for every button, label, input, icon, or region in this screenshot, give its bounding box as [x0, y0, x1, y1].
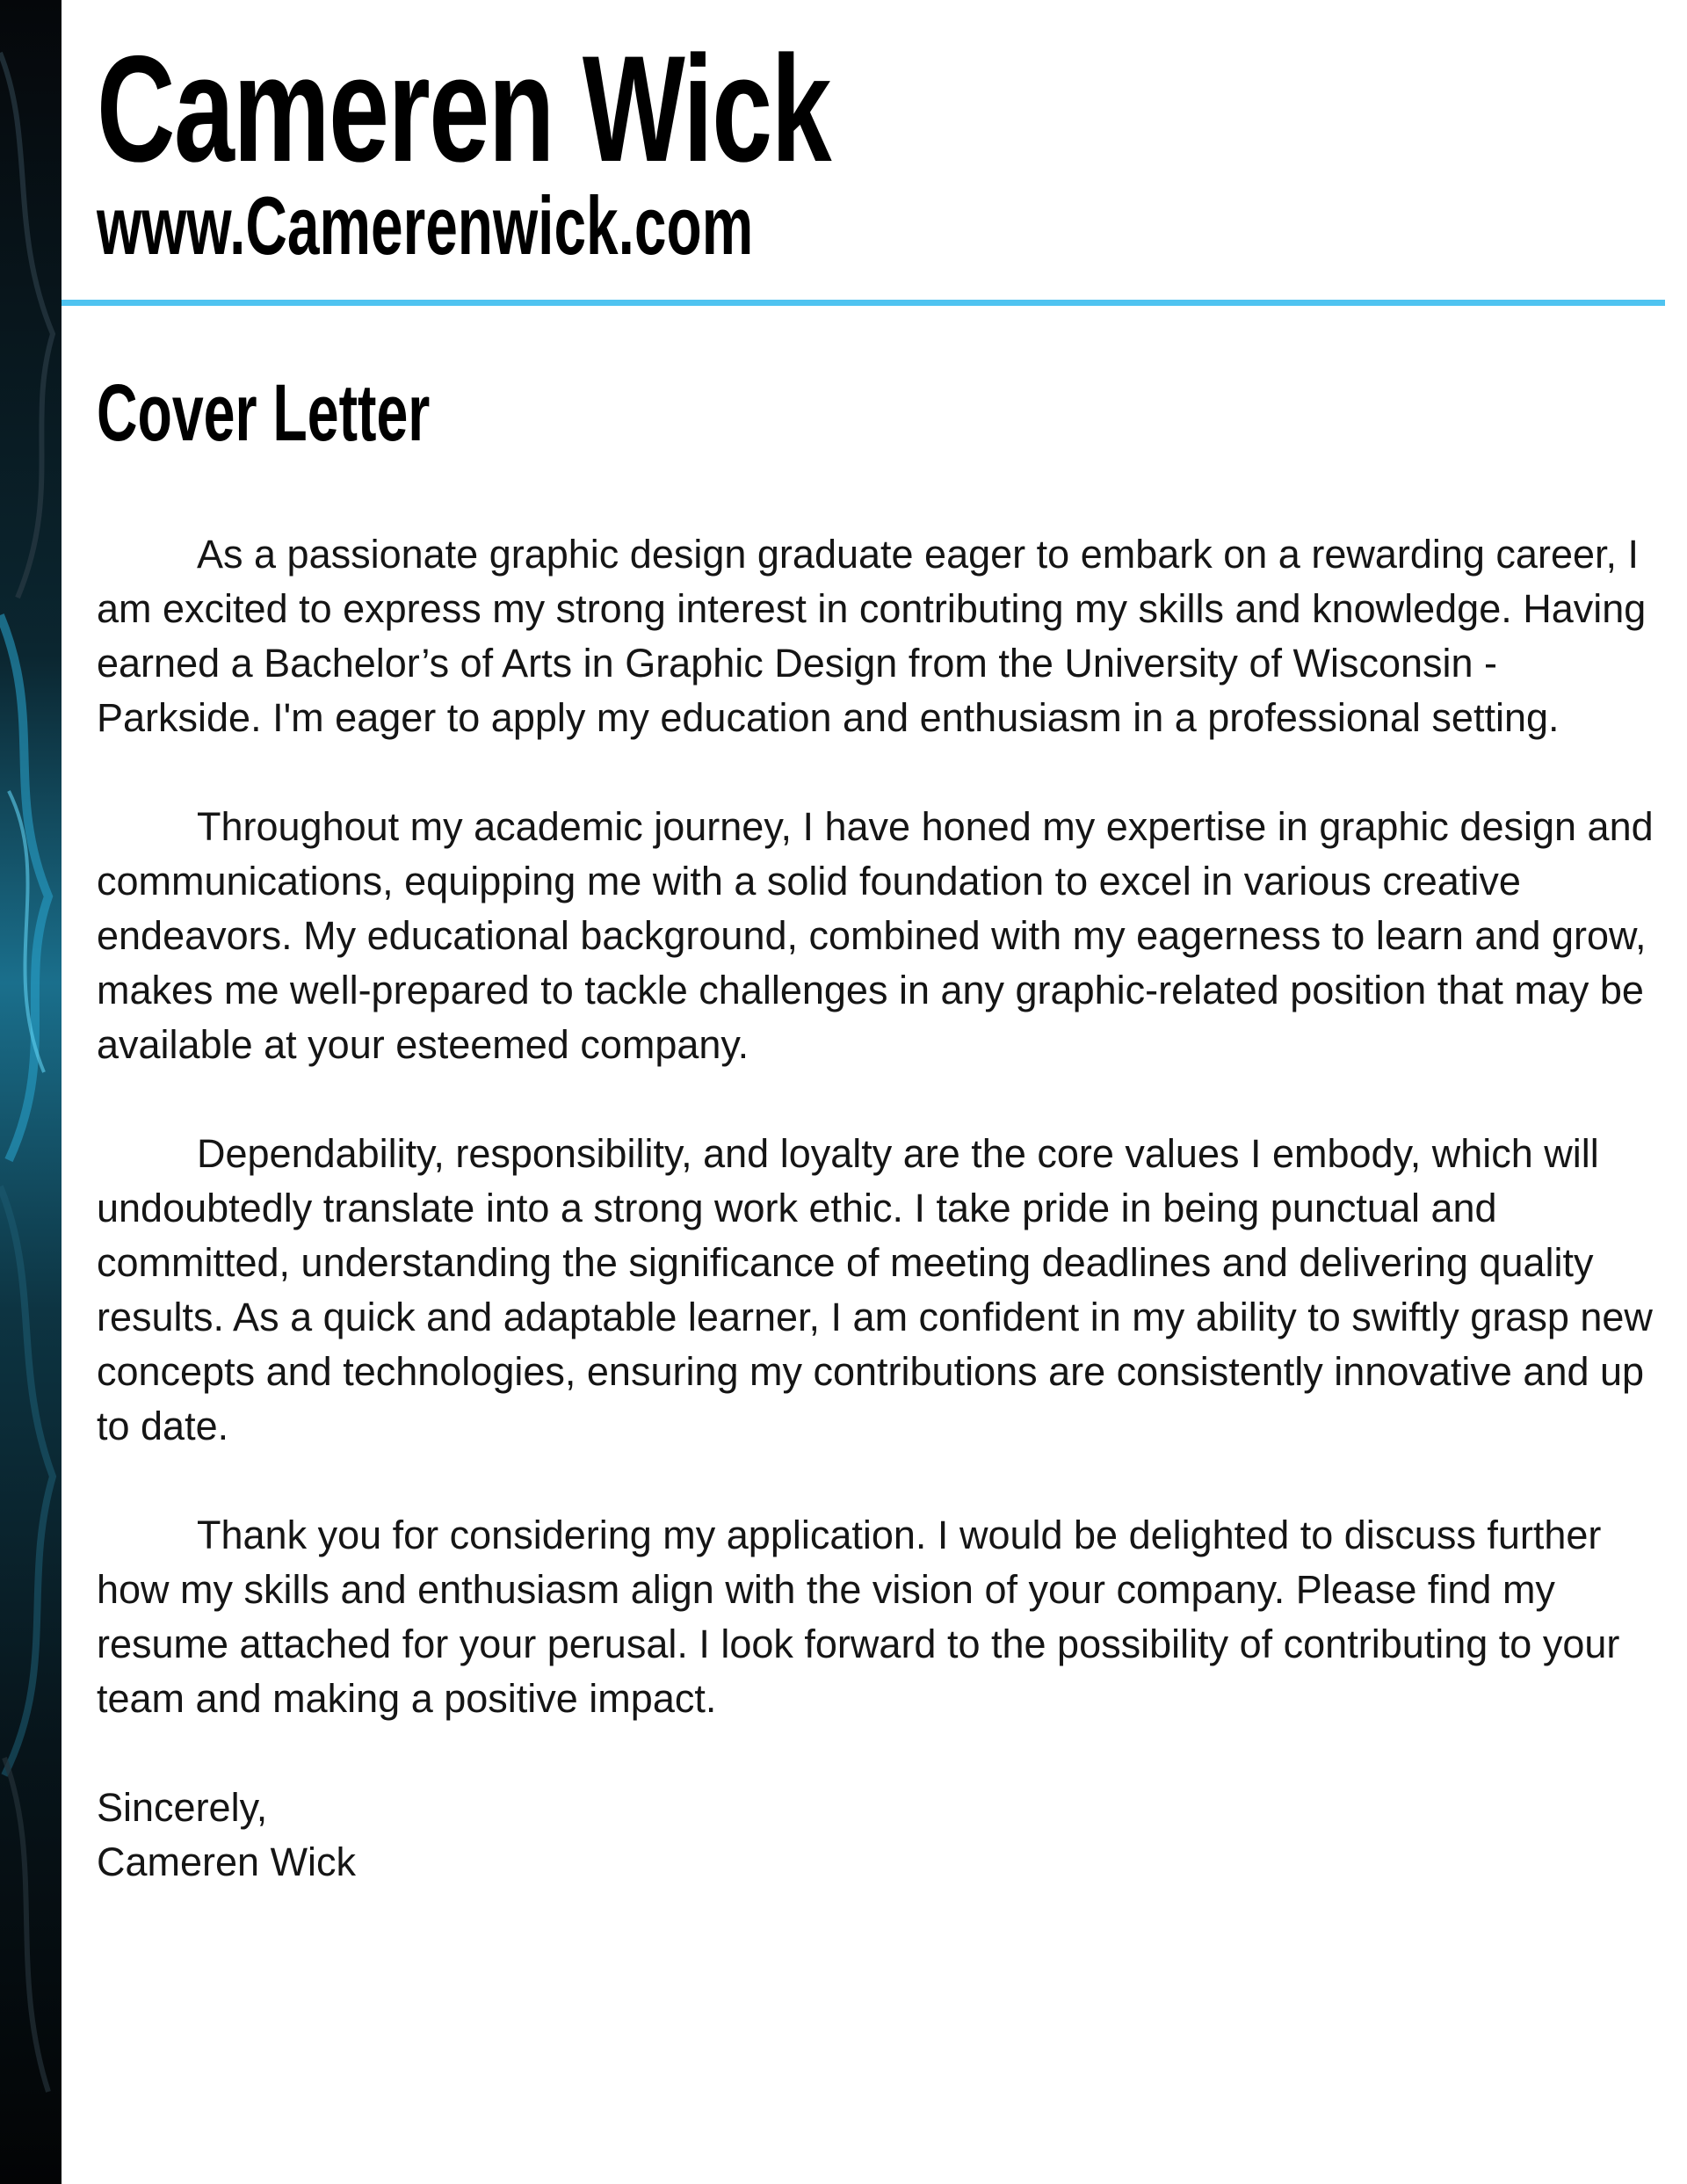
section-title: Cover Letter	[97, 368, 431, 458]
letter-paragraph-3: Dependability, responsibility, and loyalty are the core values I embody, which will undoubtedly translate into a strong work ethic. I take pride in being punctual and committed, understanding the significance of meeting deadlines and delivering quality results. As a quick and adaptable learner, I am confident in my ability to swiftly grasp new concepts and technologies, ensuring my contributions are consistently innovative and up to date.	[97, 1131, 1653, 1448]
letter-paragraph-1: As a passionate graphic design graduate eager to embark on a rewarding career, I am excited to express my strong interest in contributing my skills and knowledge. Having earned a Bachelor’s of Arts in Graphic Design from the University of Wisconsin - Parkside. I'm eager to apply my education and enthusiasm in a professional setting.	[97, 532, 1647, 740]
letter-paragraph-2: Throughout my academic journey, I have honed my expertise in graphic design and communications, equipping me with a solid foundation to excel in various creative endeavors. My educational background, combined with my eagerness to learn and grow, makes me well-prepared to tackle challenges in any graphic-related position that may be available at your esteemed company.	[97, 804, 1654, 1067]
abstract-paint-image	[0, 0, 62, 2184]
letter-paragraph-4: Thank you for considering my application. I would be delighted to discuss further how my skills and enthusiasm align with the vision of your company. Please find my resume attached for your perusal. I look forward to the possibility of contributing to your team and making a positive impact.	[97, 1513, 1620, 1721]
letter-body	[97, 527, 1661, 1890]
letter-signature: Cameren Wick	[97, 1839, 357, 1884]
applicant-name: Cameren Wick	[97, 25, 831, 193]
header-divider	[62, 300, 1665, 306]
decorative-side-strip	[0, 0, 62, 2184]
website-link[interactable]: www.Camerenwick.com	[97, 179, 754, 272]
letter-closing: Sincerely,	[97, 1785, 268, 1830]
